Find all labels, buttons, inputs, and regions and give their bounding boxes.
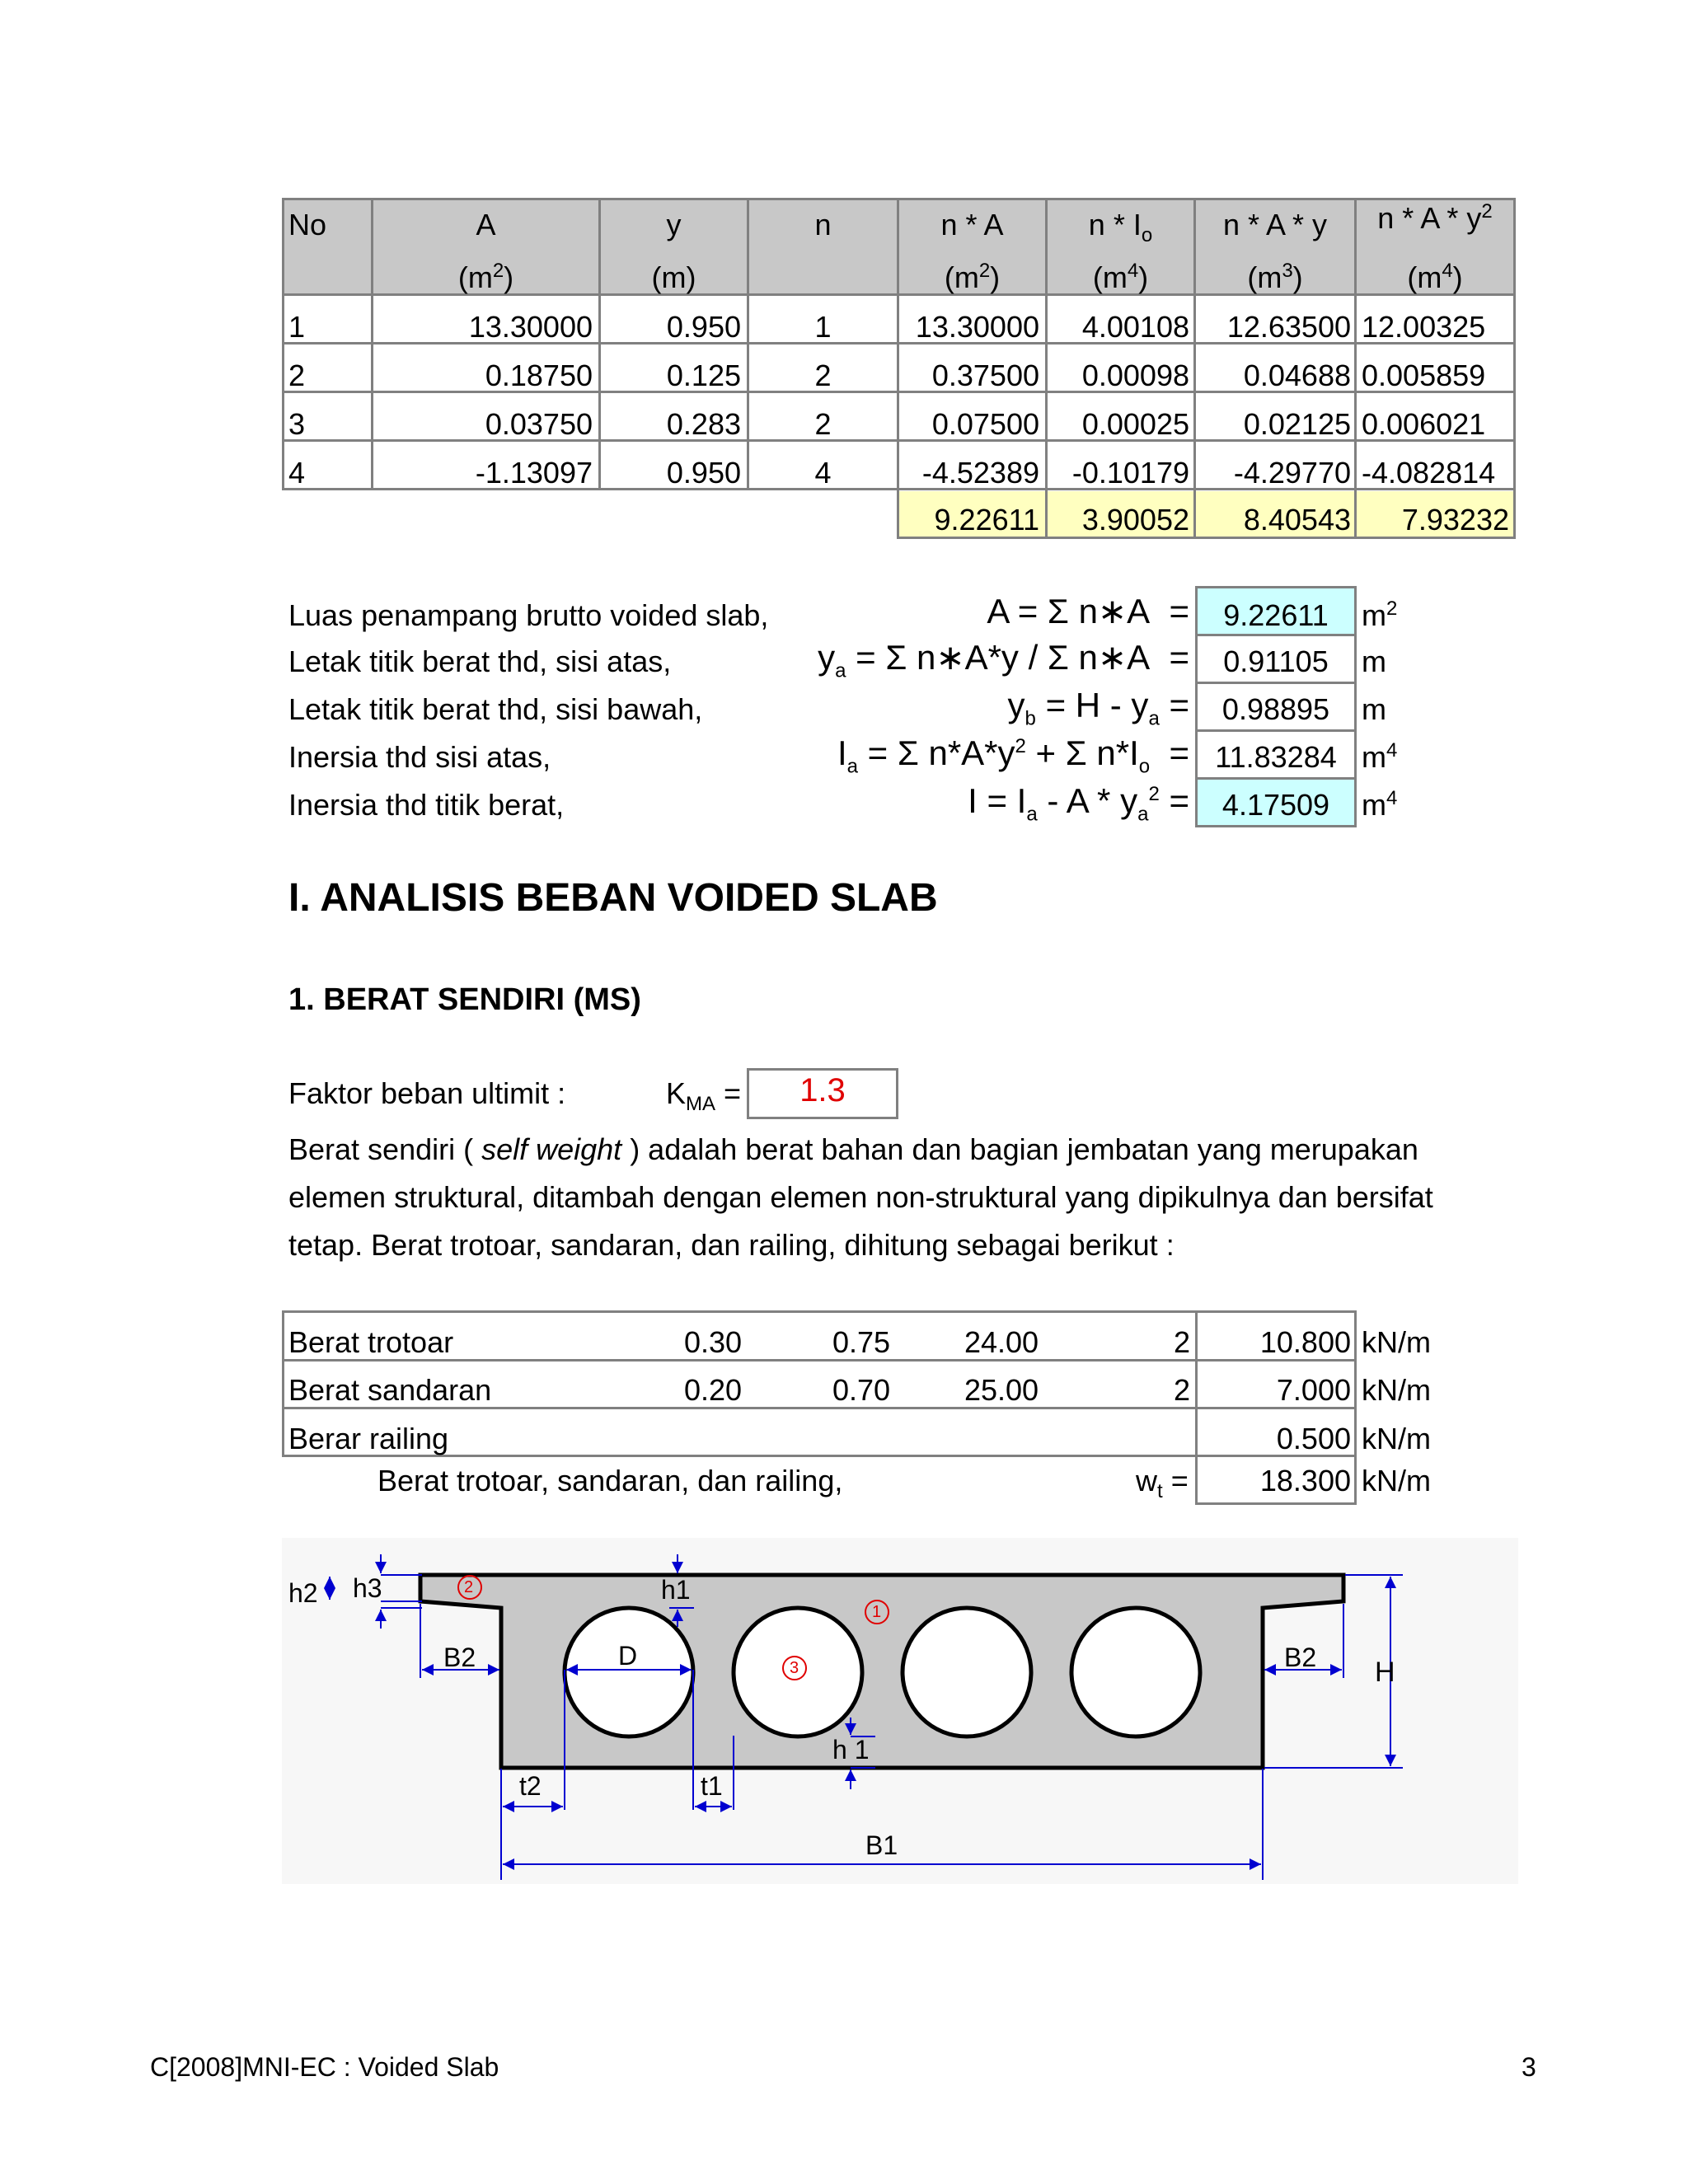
col-header-nay: n * A * y: [1222, 208, 1328, 241]
voided-slab-diagram: [282, 1538, 1518, 1884]
paragraph-line: Berat sendiri ( self weight ) adalah berat bahan dan bagian jembatan yang merupakan: [288, 1132, 1418, 1166]
unit-y: (m): [651, 260, 696, 294]
property-value: 0.91105: [1223, 644, 1329, 678]
section-title: I. ANALISIS BEBAN VOIDED SLAB: [288, 876, 938, 920]
dim-label-d: D: [618, 1641, 638, 1671]
property-unit: $m^4$: [1362, 739, 1398, 774]
property-label: Luas penampang brutto voided slab,: [288, 598, 769, 632]
dim-label-h2: h2: [288, 1578, 318, 1608]
col-header-nio: n * $I_o$: [1088, 208, 1153, 247]
unit-nio: $(m^4)$: [1092, 260, 1149, 294]
subsection-title: 1. BERAT SENDIRI (MS): [288, 982, 641, 1017]
unit-nay: $(m^3)$: [1247, 260, 1303, 294]
col-header-nay2: n * A * $y^2$: [1377, 200, 1493, 235]
marker-label: 1: [872, 1603, 882, 1621]
dim-label-b2-right: B2: [1284, 1643, 1317, 1672]
col-header-na: n * A: [940, 208, 1004, 241]
slab-section: [420, 1575, 1343, 1768]
unit-na: $(m^2)$: [944, 260, 1001, 294]
formula-i: $I = I_a - A * y_a^2$ =: [968, 781, 1189, 826]
page-number: 3: [1522, 2052, 1536, 2082]
property-label: Inersia thd sisi atas,: [288, 740, 551, 774]
col-header-no: No: [288, 208, 327, 241]
dim-label-h1-top: h1: [661, 1575, 691, 1605]
col-header-y: y: [666, 208, 682, 241]
dim-label-t2: t2: [519, 1771, 542, 1801]
property-value: 9.22611: [1223, 598, 1329, 632]
dim-label-b1: B1: [865, 1830, 898, 1860]
marker-label: 2: [464, 1578, 474, 1596]
dim-label-b2-left: B2: [443, 1643, 476, 1672]
unit-nay2: $(m^4)$: [1407, 260, 1463, 294]
dim-label-h: H: [1375, 1657, 1395, 1688]
property-value: 0.98895: [1221, 692, 1330, 726]
formula-yb: $y_b = H - y_a$ =: [1007, 686, 1189, 730]
formula-area: A = Σ n∗A =: [987, 592, 1189, 630]
property-unit: m: [1362, 692, 1386, 726]
footer-doc-title: C[2008]MNI-EC : Voided Slab: [150, 2052, 499, 2082]
formula-ia: $I_a = \Sigma$ $n*A*y^2 + \Sigma$ $n*I_o$ =: [837, 733, 1189, 778]
dim-label-h1-bottom: h 1: [832, 1735, 870, 1765]
col-header-n: n: [814, 208, 832, 241]
property-label: Inersia thd titik berat,: [288, 788, 565, 822]
formula-ya: $y_a = \Sigma$ n∗A*y / Σ n∗A =: [818, 638, 1189, 682]
property-value: 4.17509: [1221, 788, 1330, 822]
factor-label: Faktor beban ultimit :: [288, 1076, 566, 1110]
dim-label-t1: t1: [701, 1771, 723, 1801]
col-header-a: A: [476, 208, 496, 241]
property-label: Letak titik berat thd, sisi atas,: [288, 644, 672, 678]
property-unit: $m^2$: [1362, 598, 1398, 632]
factor-value: 1.3: [799, 1072, 846, 1108]
paragraph-line: elemen struktural, ditambah dengan elemen non-struktural yang dipikulnya dan bersifat: [288, 1180, 1433, 1214]
dim-label-h3: h3: [353, 1573, 382, 1603]
void-circle: [903, 1608, 1031, 1736]
paragraph-line: tetap. Berat trotoar, sandaran, dan railing, dihitung sebagai berikut :: [288, 1228, 1175, 1262]
void-circle: [1071, 1608, 1200, 1736]
unit-a: $(m^2)$: [457, 260, 514, 294]
marker-label: 3: [790, 1659, 799, 1677]
property-value: 11.83284: [1215, 740, 1337, 774]
factor-symbol: $K_{MA}$ =: [666, 1076, 742, 1116]
property-unit: m: [1362, 644, 1386, 678]
property-unit: $m^4$: [1362, 787, 1398, 822]
property-label: Letak titik berat thd, sisi bawah,: [288, 692, 703, 726]
